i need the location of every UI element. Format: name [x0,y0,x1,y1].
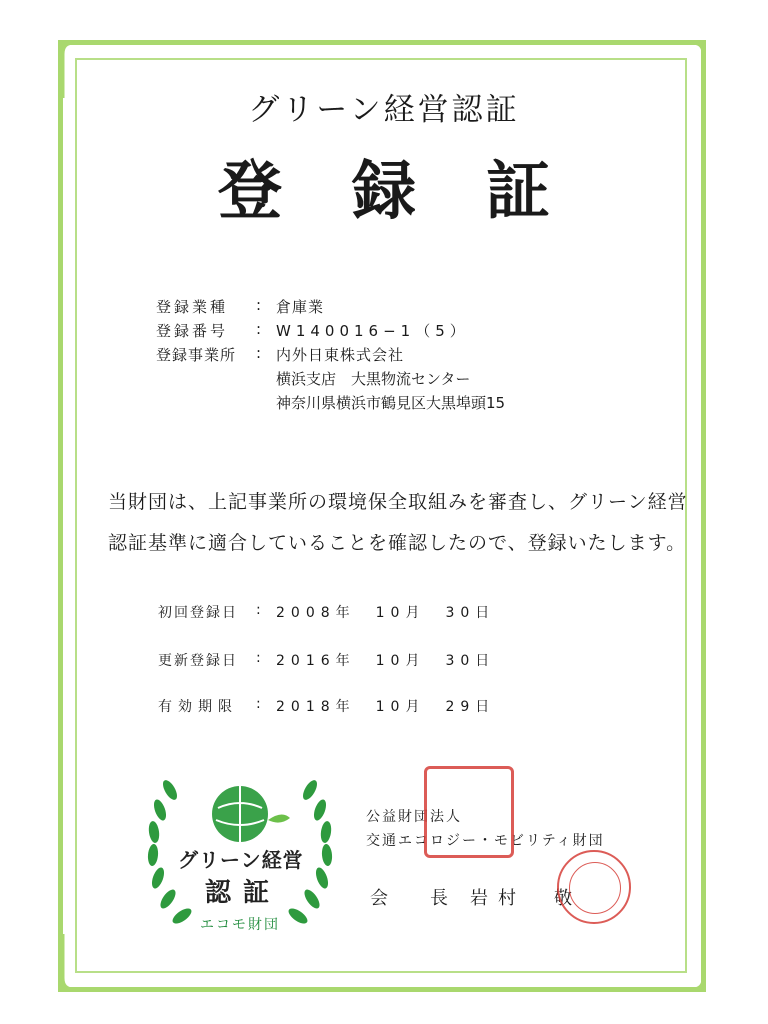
field-value: 倉庫業 [276,298,325,316]
address-line-branch: 横浜支店 大黒物流センター [276,370,471,388]
field-value: W140016−1（5） [276,322,470,340]
issuer-title: 会 長 [370,888,460,909]
date-value: 2008年 10月 30日 [276,605,496,621]
logo-text-green-management: グリーン経営 [178,848,304,872]
field-row-industry [0,296,768,316]
field-row-registration-number [0,320,768,340]
date-value: 2018年 10月 29日 [276,699,496,715]
leaf-icon [268,814,290,822]
official-square-seal [424,766,514,858]
date-row-expiry [0,696,768,716]
field-value: 内外日東株式会社 [276,346,405,364]
date-label: 初回登録日 [158,605,238,621]
date-colon: : [256,650,261,666]
logo-text-certification: 認証 [205,878,282,908]
statement-line: 当財団は、上記事業所の環境保全取組みを審査し、グリーン経営 [108,491,688,513]
field-label: 登録事業所 [156,346,237,364]
issuer-org-type: 公益財団法人 [366,809,462,825]
corner-ornament-bottom-left [60,932,120,992]
certificate-heading: 登録証 [218,155,620,229]
address-line-location: 神奈川県横浜市鶴見区大黒埠頭15 [276,394,506,412]
statement-line: 認証基準に適合していることを確認したので、登録いたします。 [108,532,687,554]
date-colon: : [256,696,261,712]
corner-ornament-bottom-right [646,932,706,992]
date-label: 有効期限 [158,699,238,715]
field-row-office [0,344,768,364]
date-colon: : [256,602,261,618]
logo-text-ecomo: エコモ財団 [200,917,280,933]
field-label: 登録業種 [156,298,229,316]
issuer-name: 岩村 敬 [470,888,582,909]
field-colon: : [256,296,262,314]
date-row-initial [0,602,768,622]
field-colon: : [256,320,262,338]
date-row-renewal [0,650,768,670]
field-label: 登録番号 [156,322,229,340]
field-colon: : [256,344,262,362]
president-round-seal [557,850,631,924]
certificate-statement [108,482,688,564]
date-label: 更新登録日 [158,653,238,669]
certificate-subtitle: グリーン経営認証 [248,92,520,128]
issuer-org-name: 交通エコロジー・モビリティ財団 [366,833,605,849]
date-value: 2016年 10月 30日 [276,653,496,669]
